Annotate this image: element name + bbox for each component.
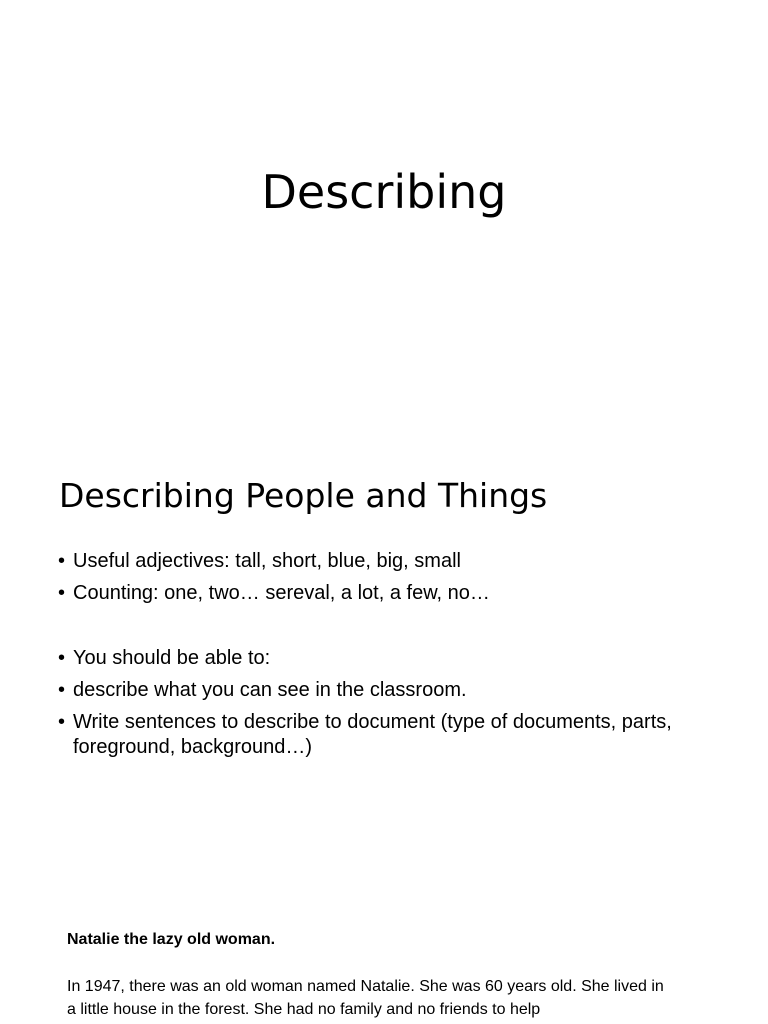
bullet-item: • Write sentences to describe to document (type of documents, parts, foreground, background…) [57,710,717,760]
story-paragraph: In 1947, there was an old woman named Natalie. She was 60 years old. She lived in a little house in the forest. She had no family and no friends to help [67,978,664,1018]
bullet-list-vocabulary [57,549,717,613]
slide-title: Describing [261,165,507,219]
bullet-item: • Counting: one, two… sereval, a lot, a few, no… [57,581,717,606]
bullet-list-objectives [57,646,717,767]
section-title: Describing People and Things [59,476,548,515]
bullet-item: • You should be able to: [57,646,717,671]
bullet-item: • Useful adjectives: tall, short, blue, big, small [57,549,717,574]
story-heading: Natalie the lazy old woman. [67,931,276,948]
bullet-item: • describe what you can see in the classroom. [57,678,717,703]
